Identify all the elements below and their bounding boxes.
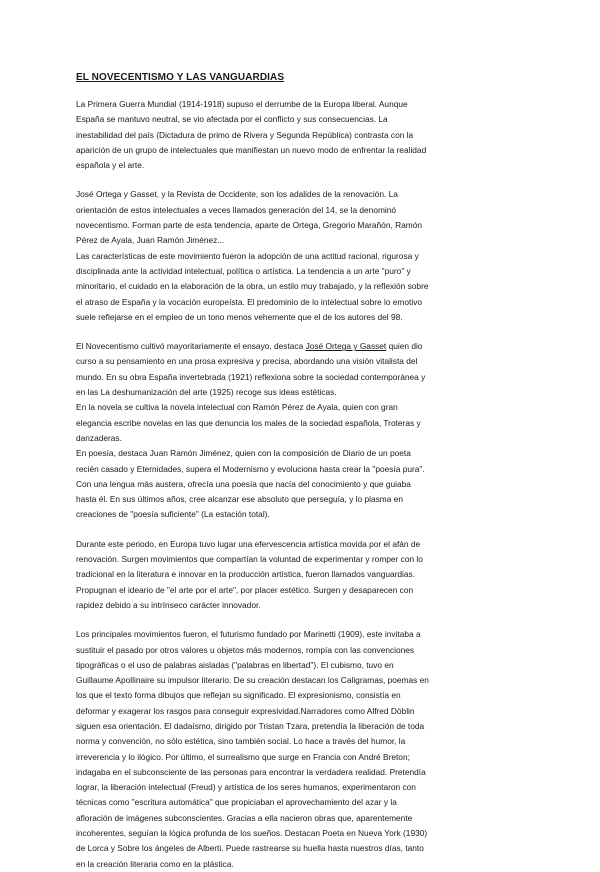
text-line: inestabilidad del país (Dictadura de primo de Rivera y Segunda República) contrasta con la bbox=[76, 129, 414, 140]
text-line: orientación de estos intelectuales a veces llamados generación del 14, se la denominó bbox=[76, 204, 397, 215]
text-line: los que el texto forma dibujos que reflejan su significado. El expresionismo, consistía en bbox=[76, 690, 401, 701]
text-line: novecentismo. Forman parte de esta tendencia, aparte de Ortega, Gregorio Marañón, Ramón bbox=[76, 220, 422, 231]
paragraph-ensayo bbox=[76, 339, 524, 523]
text-line: irreverencia y lo ilógico. Por último, el surrealismo que surge en Francia con André Breton; bbox=[76, 751, 410, 762]
text-line: José Ortega y Gasset, y la Revista de Occidente, son los adalides de la renovación. La bbox=[76, 189, 398, 200]
text-line: En la novela se cultiva la novela intelectual con Ramón Pérez de Ayala, quien con gran bbox=[76, 402, 398, 413]
text-line: el atraso de España y la vocación europeísta. El predominio de lo intelectual sobre lo emotivo bbox=[76, 296, 423, 307]
text-line: Durante este periodo, en Europa tuvo lugar una efervescencia artística movida por el afán de bbox=[76, 538, 421, 549]
paragraph-intro bbox=[76, 97, 524, 173]
text-line: rapidez debido a su intrínseco carácter innovador. bbox=[76, 599, 261, 610]
text-line: minoritario, el cuidado en la elaboración de la obra, un estilo muy trabajado, y la reflexión sobre bbox=[76, 281, 429, 292]
text-line: en las La deshumanización del arte (1925) recoge sus ideas estéticas. bbox=[76, 387, 337, 398]
text-line: Las características de este movimiento fueron la adopción de una actitud racional, rigurosa y bbox=[76, 250, 419, 261]
text-line: hasta él. En sus últimos años, cree alcanzar ese absoluto que perseguía, y lo plasma en bbox=[76, 494, 403, 505]
text-line: La Primera Guerra Mundial (1914-1918) supuso el derrumbe de la Europa liberal. Aunque bbox=[76, 99, 408, 109]
text-line: Pérez de Ayala, Juan Ramón Jiménez... bbox=[76, 235, 225, 246]
paragraph-novecentismo bbox=[76, 187, 524, 325]
text-line: siguen esa orientación. El dadaísmo, dirigido por Tristan Tzara, pretendía la liberación de toda bbox=[76, 720, 425, 731]
text-line: técnicas como "escritura automática" que propiciaban el aprovechamiento del azar y la bbox=[76, 797, 397, 808]
text-line: curso a su pensamiento en una prosa expresiva y precisa, abordando una visión vitalista del bbox=[76, 356, 418, 367]
ortega-link[interactable]: José Ortega y Gasset bbox=[305, 341, 387, 352]
text-line: recién casado y Eternidades, supera el Modernismo y evoluciona hasta crear la "poesía pura". bbox=[76, 463, 425, 474]
text-line: española y el arte. bbox=[76, 160, 145, 171]
text-fragment: El Novecentismo cultivó mayoritariamente el ensayo, destaca bbox=[76, 341, 306, 352]
text-line: afloración de imágenes subconscientes. Gracias a ella nacieron obras que, aparentemente bbox=[76, 812, 413, 823]
paragraph-vanguardias-intro bbox=[76, 537, 524, 613]
text-line: Propugnan el ideario de "el arte por el arte", por placer estético. Surgen y desaparecen con bbox=[76, 584, 414, 595]
text-line: de Lorca y Sobre los ángeles de Alberti. Puede rastrearse su huella hasta nuestros días, tanto bbox=[76, 843, 424, 854]
text-line: deformar y exagerar los rasgos para conseguir expresividad.Narradores como Alfred Döblin bbox=[76, 705, 415, 716]
text-line: incoherentes, seguían la lógica profunda de los sueños. Destacan Poeta en Nueva York (1930) bbox=[76, 828, 428, 839]
text-line: indagaba en el subconsciente de las personas para encontrar la verdadera realidad. Pretendía bbox=[76, 766, 426, 777]
text-line: tradicional en la literatura e innovar en la producción artística, fueron llamados vanguardias. bbox=[76, 569, 416, 580]
text-line: elegancia escribe novelas en las que denuncia los males de la sociedad española, Troteras y bbox=[76, 417, 421, 428]
text-line: disciplinada ante la actividad intelectual, política o artística. La tendencia a un arte "puro" y bbox=[76, 265, 411, 276]
text-line: lograr, la liberación intelectual (Freud) y artística de los seres humanos, experimentaron con bbox=[76, 782, 416, 793]
text-line: mundo. En su obra España invertebrada (1921) reflexiona sobre la sociedad contemporánea y bbox=[76, 371, 426, 382]
text-line: norma y convención, no sólo estética, sino también social. Lo hace a través del humor, la bbox=[76, 736, 406, 747]
text-line bbox=[76, 339, 524, 354]
text-line: En poesía, destaca Juan Ramón Jiménez, quien con la composición de Diario de un poeta bbox=[76, 448, 411, 459]
text-line: sustituir el pasado por otros valores u objetos más modernos, rompía con las convenciones bbox=[76, 644, 415, 655]
text-line: danzaderas. bbox=[76, 432, 122, 443]
text-line: Guillaume Apollinaire su impulsor literario. De su creación destacan los Caligramas, poemas en bbox=[76, 675, 429, 686]
text-line: renovación. Surgen movimientos que compartían la voluntad de experimentar y romper con lo bbox=[76, 554, 423, 565]
document-title: EL NOVECENTISMO Y LAS VANGUARDIAS bbox=[76, 72, 285, 83]
text-fragment: quien dio bbox=[386, 341, 423, 352]
text-line: tipográficas o el uso de palabras aisladas ("palabras en libertad"). El cubismo, tuvo en bbox=[76, 659, 394, 670]
text-line: Los principales movimientos fueron, el futurismo fundado por Marinetti (1909), este invitaba a bbox=[76, 629, 421, 640]
text-line: creaciones de "poesía suficiente" (La estación total). bbox=[76, 509, 270, 520]
text-line: aparición de un grupo de intelectuales que manifiestan un nuevo modo de enfrentar la realidad bbox=[76, 144, 427, 155]
paragraph-movimientos bbox=[76, 627, 524, 872]
text-line: Con una lengua más austera, ofrecía una poesía que nacía del conocimiento y que guiaba bbox=[76, 478, 411, 489]
text-line: España se mantuvo neutral, se vio afectada por el conflicto y sus consecuencias. La bbox=[76, 114, 388, 125]
text-line: en la creación literaria como en la plástica. bbox=[76, 858, 234, 869]
text-line: suele reflejarse en el empleo de un tono menos vehemente que el de los autores del 98. bbox=[76, 311, 403, 322]
